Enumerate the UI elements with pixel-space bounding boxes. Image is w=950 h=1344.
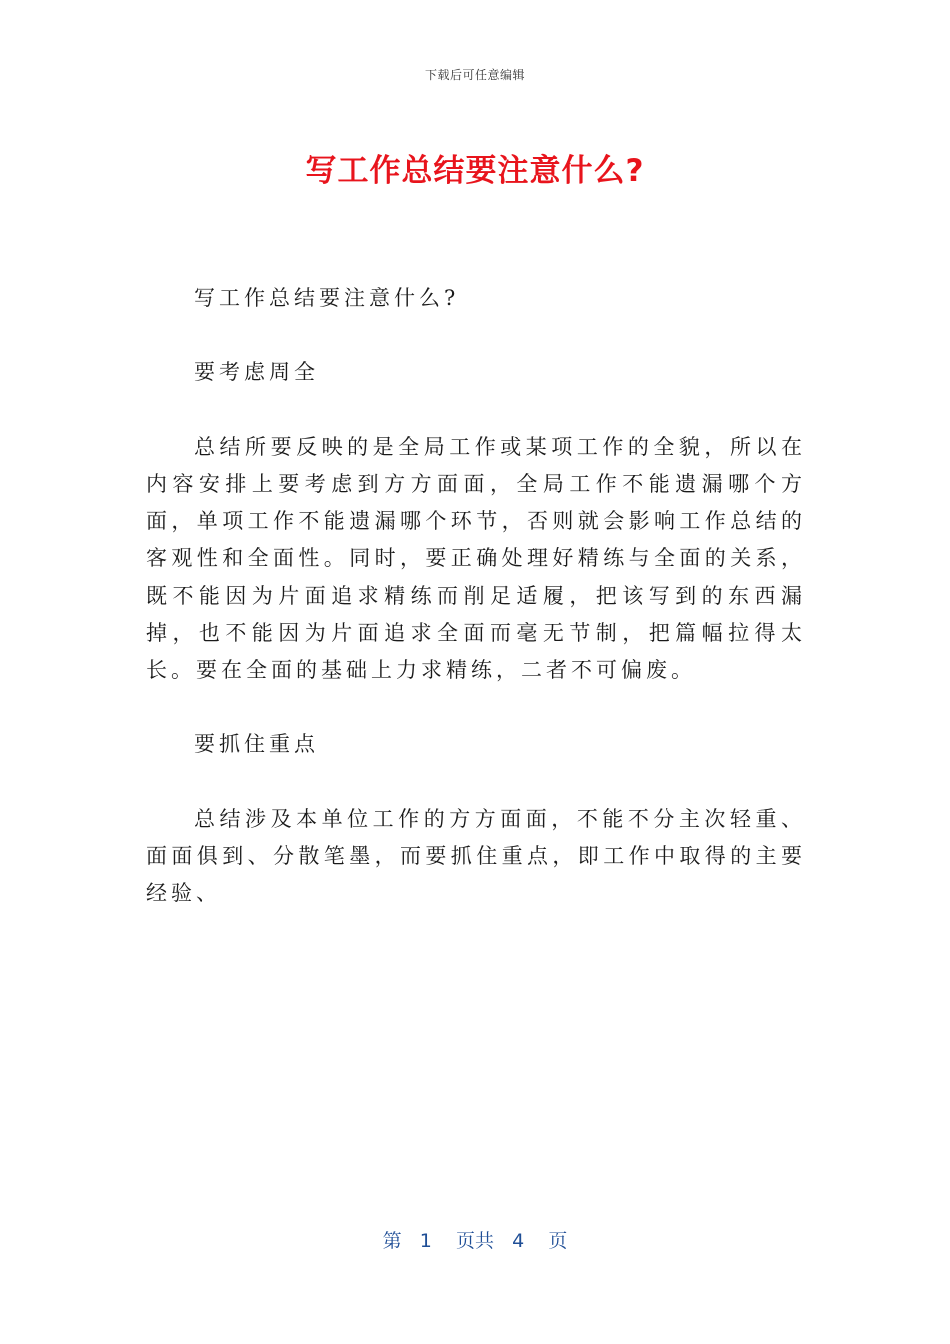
paragraph: 总结涉及本单位工作的方方面面，不能不分主次轻重、面面俱到、分散笔墨，而要抓住重点，即工作中取得的主要经验、 (146, 806, 806, 906)
paragraph-intro: 写工作总结要注意什么? (194, 286, 460, 310)
footer-current-page: 1 (419, 1230, 432, 1252)
document-body (146, 280, 806, 950)
footer-total-pages: 4 (512, 1230, 525, 1252)
header-note: 下载后可任意编辑 (424, 68, 525, 82)
section-heading: 要抓住重点 (194, 732, 319, 757)
paragraph: 总结所要反映的是全局工作或某项工作的全貌，所以在内容安排上要考虑到方方面面，全局工作不能遗漏哪个方面，单项工作不能遗漏哪个环节，否则就会影响工作总结的客观性和全面性。同时，要正确处理好精练与全面的关系，既不能因为片面追求精练而削足适履，把该写到的东西漏掉，也不能因为片面追求全面而毫无节制，把篇幅拉得太长。要在全面的基础上力求精练，二者不可偏废。 (146, 434, 806, 682)
footer-prefix: 第 (382, 1230, 402, 1252)
page-footer (0, 1226, 950, 1253)
section-heading: 要考虑周全 (194, 360, 319, 385)
footer-suffix: 页 (548, 1230, 568, 1252)
document-title: 写工作总结要注意什么? (305, 153, 645, 189)
footer-mid: 页共 (455, 1230, 494, 1252)
